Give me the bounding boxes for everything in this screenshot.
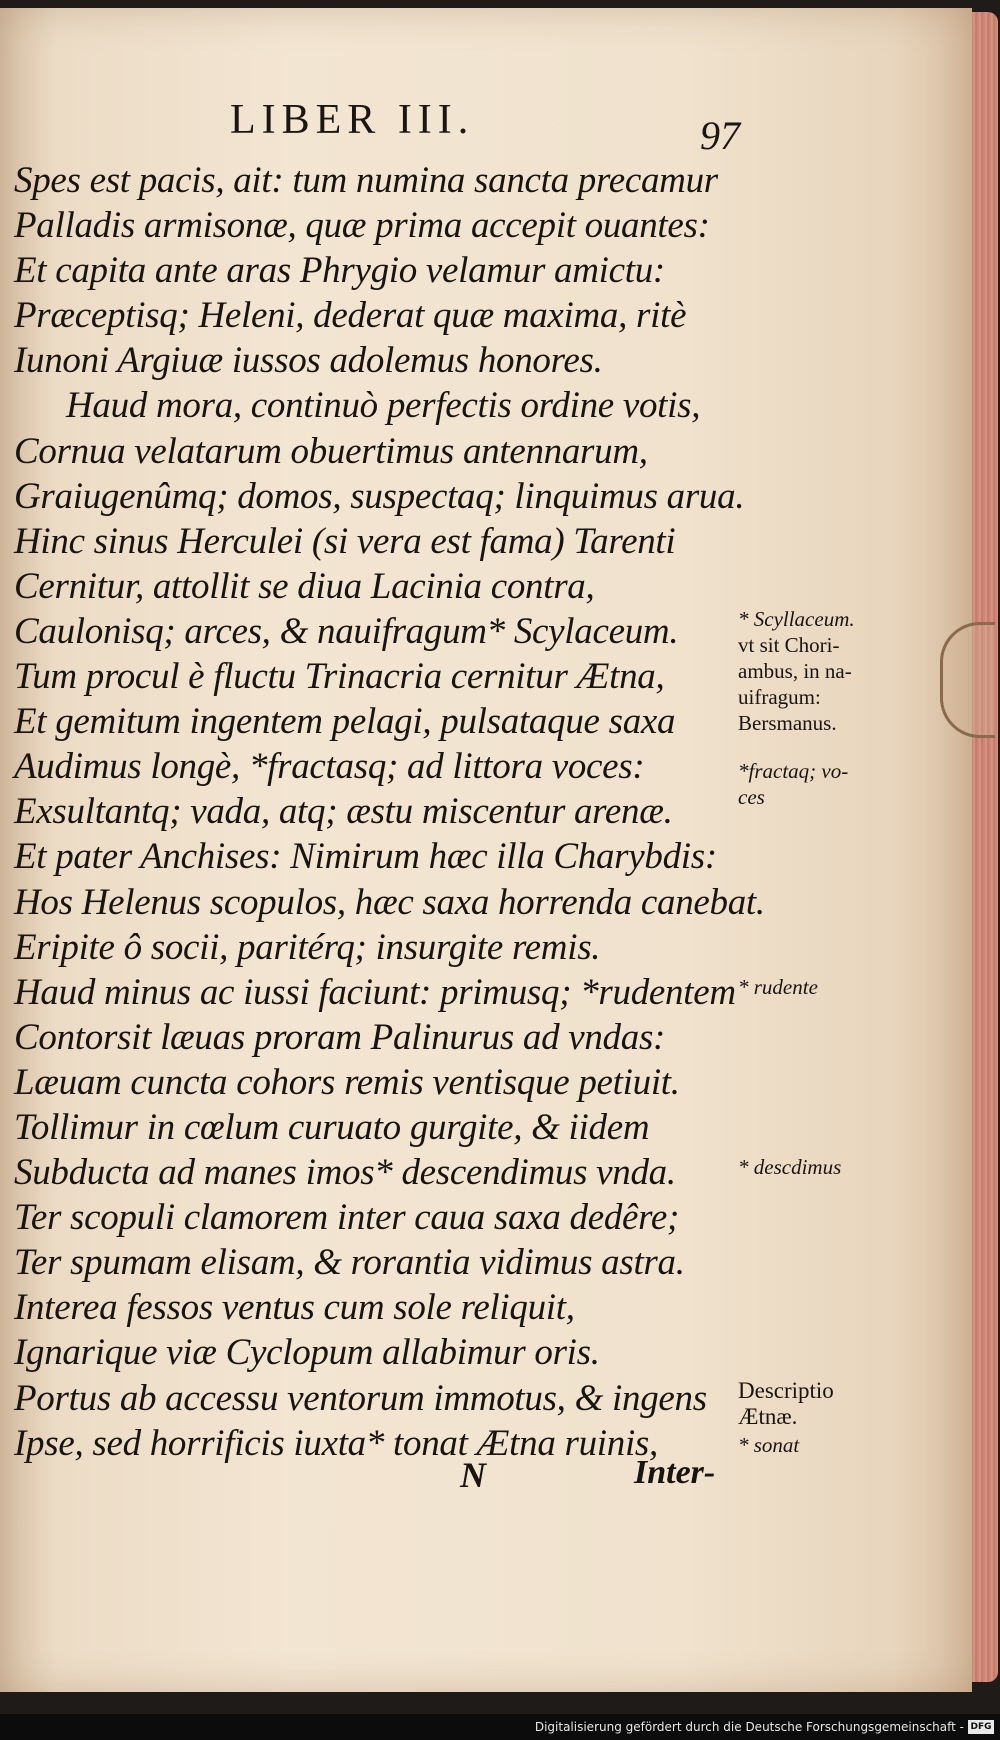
verse-line: Ter spumam elisam, & rorantia vidimus astra. [14, 1242, 685, 1284]
marginal-note-descriptio [738, 1378, 878, 1430]
verse-line: Graiugenûmq; domos, suspectaq; linquimus arua. [14, 475, 745, 517]
verse-line: Et capita ante aras Phrygio velamur amictu: [14, 250, 665, 292]
verse-line: Haud mora, continuò perfectis ordine votis, [66, 385, 701, 427]
verse-line: Læuam cuncta cohors remis ventisque petiuit. [14, 1061, 680, 1103]
catchword: Inter- [634, 1454, 716, 1491]
funding-credit: Digitalisierung gefördert durch die Deutsche Forschungsgemeinschaft - [534, 1720, 964, 1734]
verse-line: Iunoni Argiuæ iussos adolemus honores. [14, 340, 603, 382]
marginal-note-line: * sonat [738, 1433, 800, 1457]
page-number: 97 [700, 113, 740, 158]
marginal-note-line: ambus, in na- [738, 659, 852, 683]
marginal-note-line: Ætnæ. [738, 1404, 798, 1429]
verse-line: Subducta ad manes imos* descendimus vnda. [14, 1152, 676, 1194]
footer-bar [0, 1714, 1000, 1740]
verse-line: Contorsit læuas proram Palinurus ad vndas: [14, 1016, 666, 1058]
verse-line: Ter scopuli clamorem inter caua saxa dedêre; [14, 1197, 680, 1239]
book-page [0, 8, 972, 1692]
book-clasp [940, 622, 995, 738]
verse-line: Interea fessos ventus cum sole reliquit, [14, 1287, 575, 1329]
verse-line: Cernitur, attollit se diua Lacinia contra, [14, 565, 595, 607]
marginal-note-line: * descdimus [738, 1155, 842, 1179]
marginal-note-line: Descriptio [738, 1378, 834, 1403]
verse-text [14, 158, 765, 1466]
verse-line: Ipse, sed horrificis iuxta* tonat Ætna ruinis, [14, 1422, 658, 1464]
verse-line: Hos Helenus scopulos, hæc saxa horrenda canebat. [14, 881, 765, 923]
verse-line: Audimus longè, *fractasq; ad littora voces: [14, 746, 645, 788]
verse-line: Et pater Anchises: Nimirum hæc illa Charybdis: [14, 836, 717, 878]
page-edge [972, 12, 998, 1682]
marginal-note-line: uifragum: [738, 685, 821, 709]
verse-line: Præceptisq; Heleni, dederat quæ maxima, ritè [14, 295, 687, 337]
verse-line: Exsultantq; vada, atq; æstu miscentur arenæ. [14, 791, 673, 833]
verse-line: Tollimur in cœlum curuato gurgite, & iidem [14, 1106, 650, 1148]
verse-line: Ignarique viæ Cyclopum allabimur oris. [14, 1332, 600, 1374]
marginal-note-line: ces [738, 785, 765, 809]
verse-line: Spes est pacis, ait: tum numina sancta precamur [14, 160, 718, 201]
marginal-note-descendimus [738, 1154, 878, 1180]
marginal-note-sonat [738, 1432, 878, 1458]
dfg-logo: DFG [968, 1720, 994, 1734]
verse-line: Haud minus ac iussi faciunt: primusq; *rudentem [14, 971, 736, 1013]
marginal-note-line: * rudente [738, 975, 818, 999]
marginal-note-line: *fractaq; vo- [738, 759, 849, 783]
verse-line: Eripite ô socii, paritérq; insurgite remis. [14, 926, 601, 968]
verse-line: Cornua velatarum obuertimus antennarum, [14, 430, 648, 472]
verse-line: Palladis armisonæ, quæ prima accepit ouantes: [14, 205, 710, 247]
marginal-note-fractasq [738, 758, 878, 810]
marginal-note-scylaceum [738, 606, 878, 736]
verse-line: Portus ab accessu ventorum immotus, & ingens [14, 1377, 707, 1419]
marginal-note-rudente [738, 974, 878, 1000]
signature-mark: N [460, 1455, 486, 1495]
verse-line: Caulonisq; arces, & nauifragum* Scylaceum. [14, 610, 679, 652]
marginal-note-line: * Scyllaceum. [738, 607, 855, 631]
running-title: LIBER III. [230, 97, 475, 143]
marginal-note-line: vt sit Chori- [738, 633, 840, 657]
marginal-note-line: Bersmanus. [738, 711, 837, 735]
verse-line: Tum procul è fluctu Trinacria cernitur Ætna, [14, 656, 665, 698]
verse-line: Et gemitum ingentem pelagi, pulsataque saxa [14, 701, 676, 743]
verse-line: Hinc sinus Herculei (si vera est fama) Tarenti [14, 520, 676, 562]
